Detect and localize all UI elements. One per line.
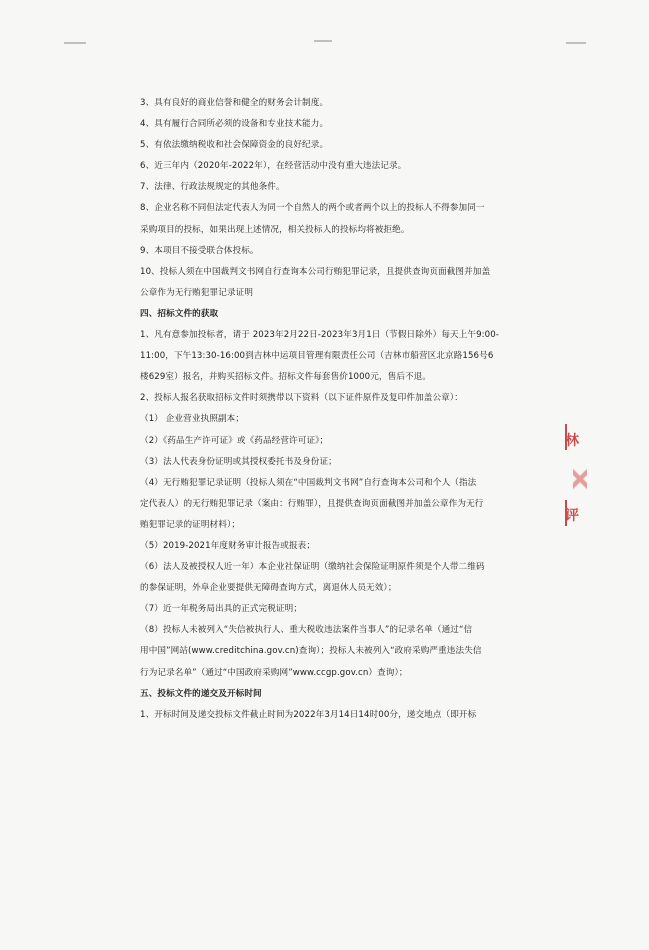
scan-mark [566,42,586,44]
text-line: 10、投标人须在中国裁判文书网自行查询本公司行贿犯罪记录，且提供查询页面截图并加盖 [140,266,491,277]
text-line: 定代表人）的无行贿犯罪记录（案由：行贿罪），且提供查询页面截图并加盖公章作为无行 [140,498,484,509]
text-line: （2）《药品生产许可证》或《药品经营许可证》； [140,435,329,446]
text-line: 7、法律、行政法规规定的其他条件。 [140,182,285,193]
text-line: （4）无行贿犯罪记录证明（投标人须在“中国裁判文书网”自行查询本公司和个人（指法 [140,477,477,488]
text-line: 4、具有履行合同所必须的设备和专业技术能力。 [140,119,329,130]
text-line: 1、凡有意参加投标者，请于 2023年2月22日-2023年3月1日（节假日除外）每天上午9:00- [140,330,499,341]
text-line: 采购项目的投标，如果出现上述情况，相关投标人的投标均将被拒绝。 [140,224,410,235]
text-line: 行为记录名单”（通过“中国政府采购网”www.ccgp.gov.cn）查询）； [140,667,408,678]
document-body [140,93,522,726]
section-heading: 五、投标文件的递交及开标时间 [140,688,262,699]
text-line: （5）2019-2021年度财务审计报告或报表； [140,540,316,551]
text-line: 楼629室）报名，并购买招标文件。招标文件每套售价1000元，售后不退。 [140,372,432,383]
section-heading: 四、招标文件的获取 [140,308,219,319]
text-line: 3、具有良好的商业信誉和健全的财务会计制度。 [140,98,329,108]
text-line: 贿犯罪记录的证明材料）； [140,519,241,530]
text-line: （1） 企业营业执照副本； [140,414,245,425]
text-line: 5、有依法缴纳税收和社会保障资金的良好纪录。 [140,140,329,151]
seal-mark [573,465,587,493]
text-line: 公章作为无行贿犯罪记录证明 [140,287,254,298]
text-line: 2、投标人报名获取招标文件时须携带以下资料（以下证件原件及复印件加盖公章）： [140,393,463,404]
text-line: （8）投标人未被列入“失信被执行人、重大税收违法案件当事人”的记录名单（通过“信 [140,625,473,636]
text-line: 8、企业名称不同但法定代表人为同一个自然人的两个或者两个以上的投标人不得参加同一 [140,203,485,214]
text-line: 1、开标时间及递交投标文件截止时间为2022年3月14日14时00分，递交地点（即开标 [140,709,477,720]
scan-mark [314,40,332,42]
seal-char: 评 [565,508,579,524]
seal-stamp [565,410,587,540]
seal-char: 林 [565,433,579,449]
text-line: （6）法人及被授权人近一年）本企业社保证明（缴纳社会保险证明原件须是个人带二维码 [140,562,485,573]
text-line: 11:00，下午13:30-16:00到吉林中运项目管理有限责任公司（吉林市船营区北京路156号6 [140,351,494,362]
text-line: （7）近一年税务局出具的正式完税证明； [140,604,303,615]
text-line: 9、本项目不接受联合体投标。 [140,245,259,256]
scan-mark [64,42,86,44]
text-line: 的参保证明，外阜企业要提供无障碍查询方式，离退休人员无效）； [140,583,397,594]
text-line: 6、近三年内（2020年-2022年），在经营活动中没有重大违法记录。 [140,161,407,172]
text-line: （3）法人代表身份证明或其授权委托书及身份证； [140,456,337,467]
text-line: 用中国”网站(www.creditchina.gov.cn)查询）；投标人未被列入“政府采购严重违法失信 [140,646,482,657]
